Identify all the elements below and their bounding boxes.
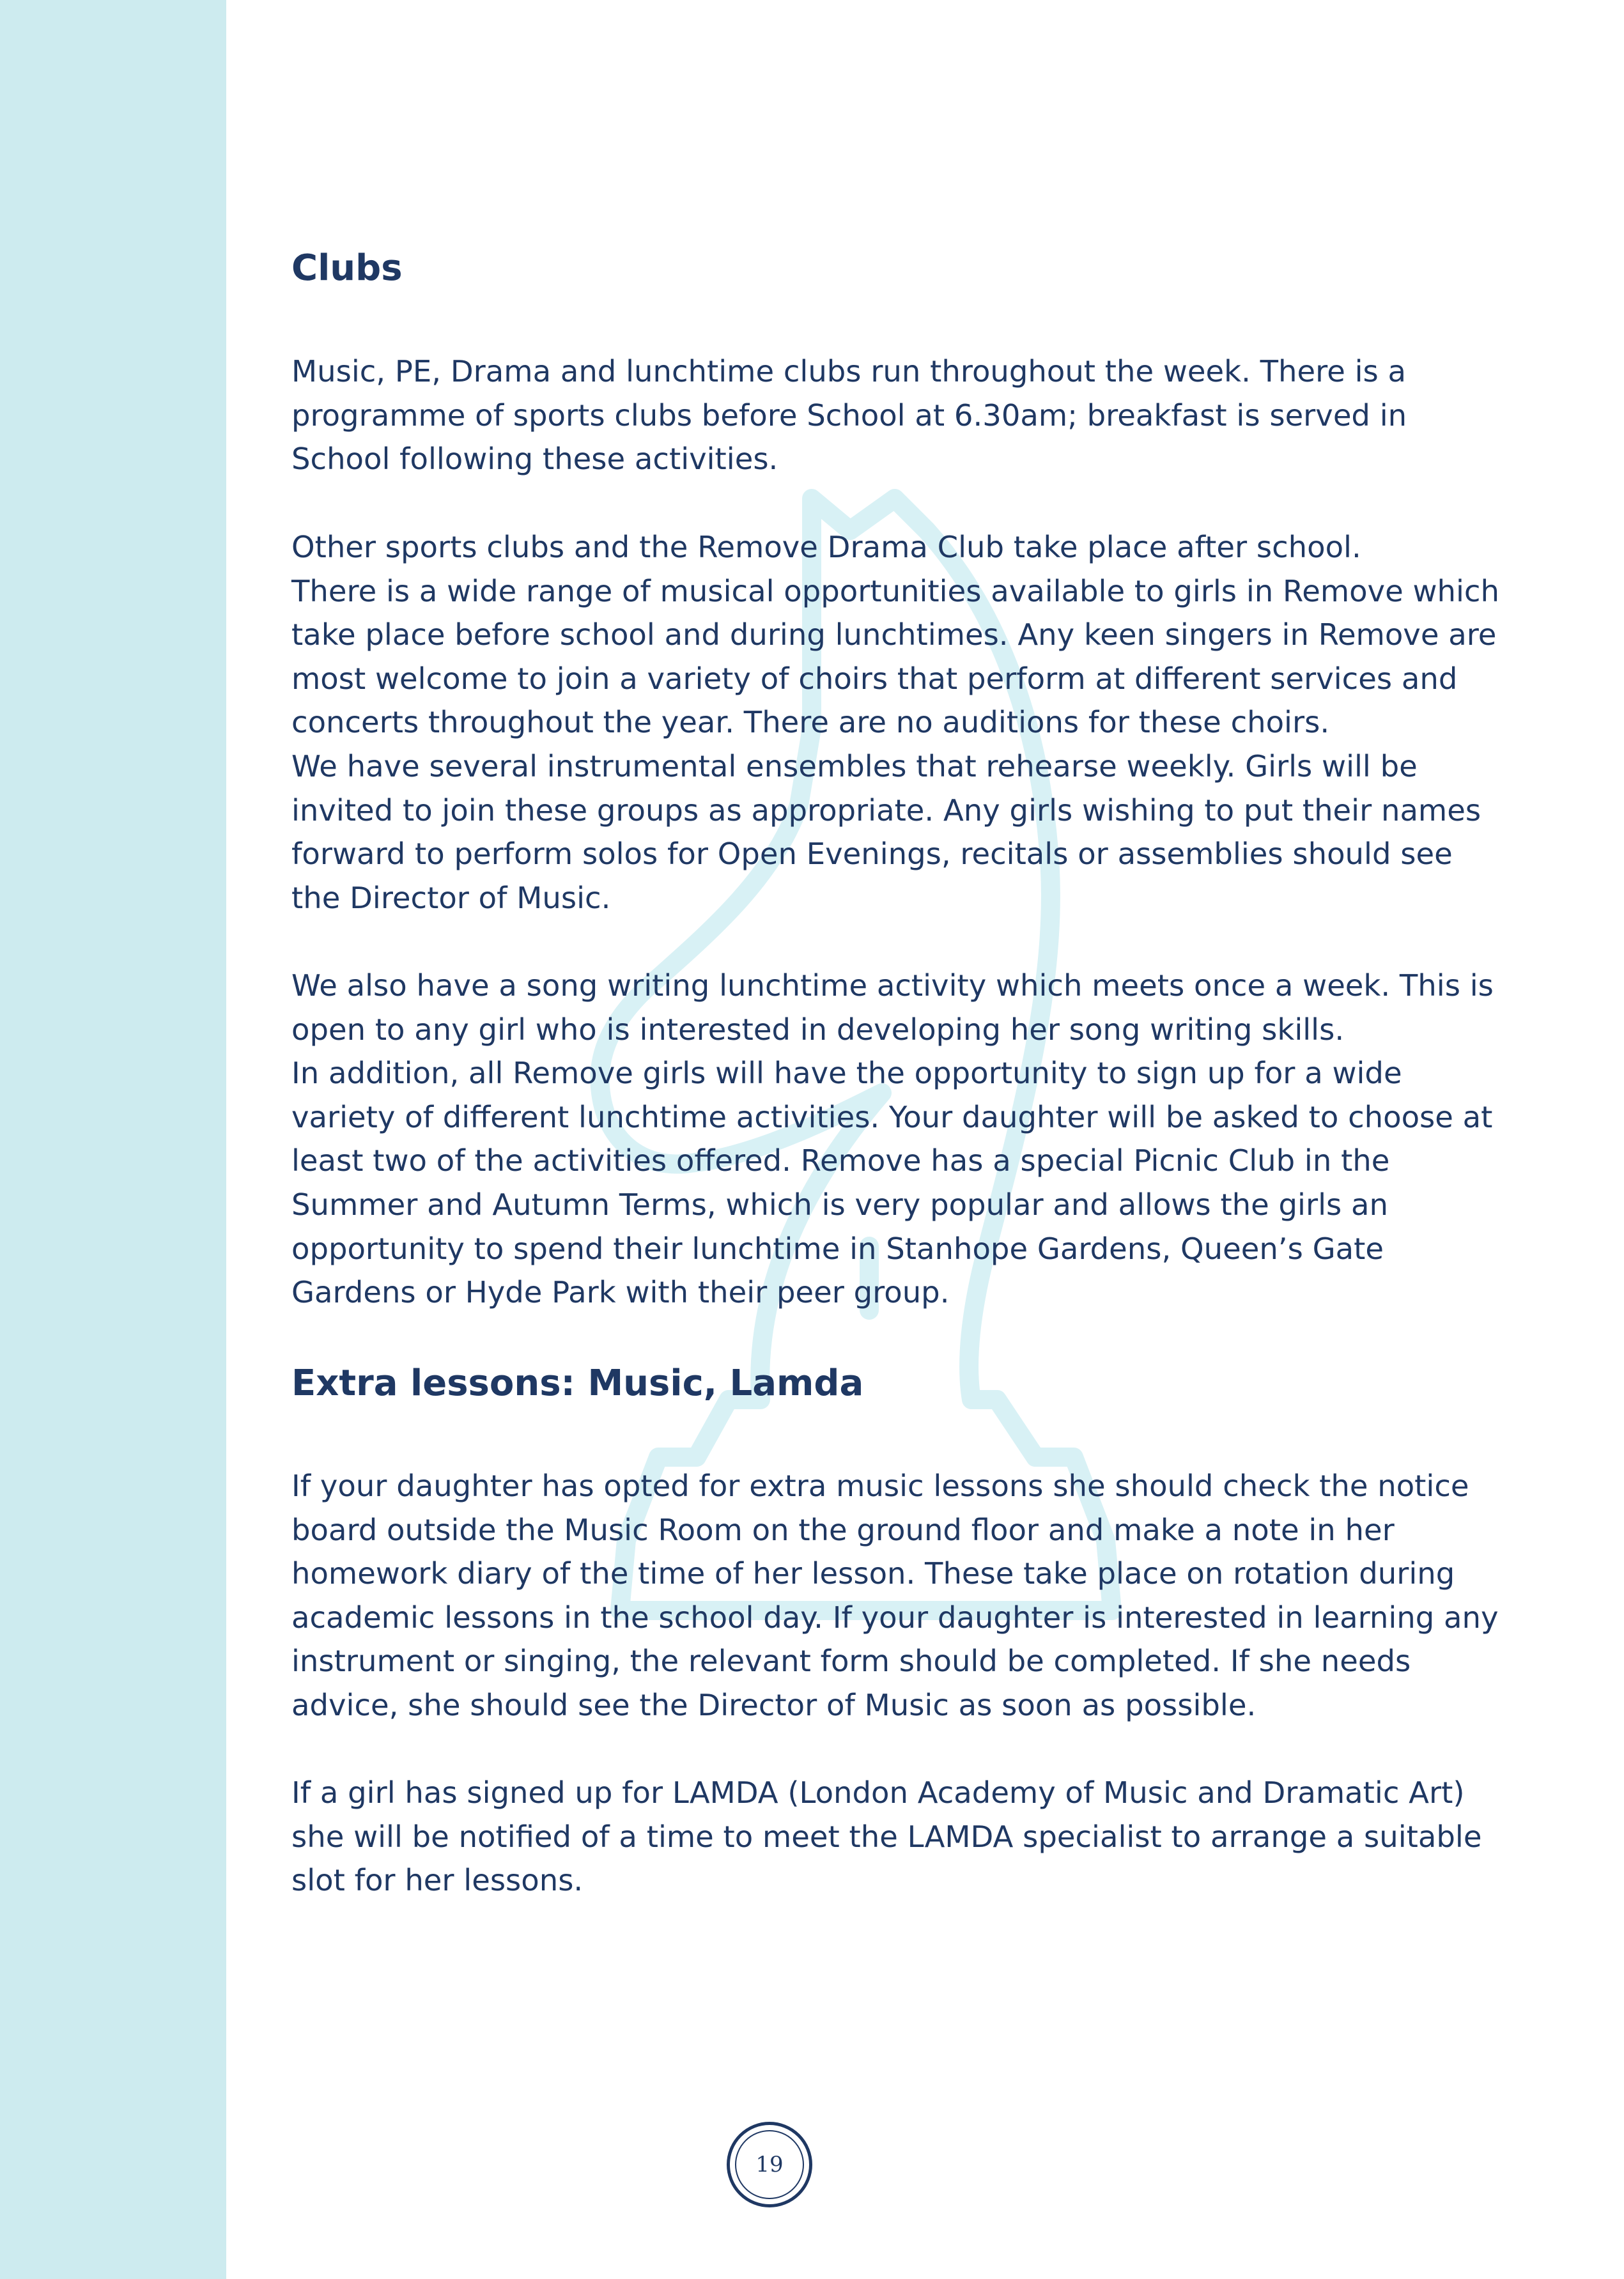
text-line: homework diary of the time of her lesson. These take place on rotation during	[291, 1556, 1455, 1591]
text-line: Music, PE, Drama and lunchtime clubs run throughout the week. There is a	[291, 354, 1407, 389]
text-line: take place before school and during lunchtimes. Any keen singers in Remove are	[291, 617, 1497, 653]
text-line: There is a wide range of musical opportunities available to girls in Remove which	[291, 573, 1499, 608]
text-line: slot for her lessons.	[291, 1863, 584, 1898]
page-number: 19	[735, 2130, 804, 2199]
text-line: board outside the Music Room on the ground floor and make a note in her	[291, 1512, 1395, 1547]
side-band	[0, 0, 226, 2279]
text-line: most welcome to join a variety of choirs that perform at different services and	[291, 661, 1458, 696]
text-line: forward to perform solos for Open Evenings, recitals or assemblies should see	[291, 837, 1453, 872]
text-line: Summer and Autumn Terms, which is very popular and allows the girls an	[291, 1187, 1388, 1222]
paragraph-lamda	[291, 1771, 1481, 1903]
text-line: Other sports clubs and the Remove Drama Club take place after school.	[291, 530, 1361, 564]
text-line: open to any girl who is interested in developing her song writing skills.	[291, 1012, 1345, 1047]
paragraph-music-lessons	[291, 1464, 1499, 1727]
text-line: advice, she should see the Director of Music as soon as possible.	[291, 1687, 1257, 1722]
text-line: invited to join these groups as appropriate. Any girls wishing to put their names	[291, 792, 1481, 828]
text-line: she will be notified of a time to meet the LAMDA specialist to arrange a suitable	[291, 1819, 1482, 1854]
text-line: programme of sports clubs before School at 6.30am; breakfast is served in	[291, 398, 1407, 433]
text-line: the Director of Music.	[291, 880, 611, 915]
heading-extra-lessons: Extra lessons: Music, Lamda	[291, 1363, 864, 1404]
page-number-badge	[727, 2122, 812, 2207]
text-line: Gardens or Hyde Park with their peer group.	[291, 1275, 950, 1310]
text-line: We also have a song writing lunchtime activity which meets once a week. This is	[291, 968, 1494, 1003]
paragraph-clubs-schedule	[291, 350, 1407, 481]
text-line: If a girl has signed up for LAMDA (London Academy of Music and Dramatic Art)	[291, 1775, 1465, 1810]
text-line: least two of the activities offered. Remove has a special Picnic Club in the	[291, 1143, 1390, 1178]
heading-clubs: Clubs	[291, 247, 403, 289]
text-line: opportunity to spend their lunchtime in Stanhope Gardens, Queen’s Gate	[291, 1231, 1384, 1266]
text-line: concerts throughout the year. There are no auditions for these choirs.	[291, 705, 1330, 740]
text-line: We have several instrumental ensembles that rehearse weekly. Girls will be	[291, 748, 1418, 784]
text-line: academic lessons in the school day. If your daughter is interested in learning any	[291, 1600, 1499, 1635]
text-line: If your daughter has opted for extra music lessons she should check the notice	[291, 1469, 1469, 1503]
text-line: School following these activities.	[291, 442, 778, 477]
paragraph-lunchtime-activities	[291, 964, 1494, 1315]
text-line: instrument or singing, the relevant form should be completed. If she needs	[291, 1644, 1411, 1679]
text-line: variety of different lunchtime activities. Your daughter will be asked to choose at	[291, 1099, 1493, 1134]
text-line: In addition, all Remove girls will have the opportunity to sign up for a wide	[291, 1056, 1402, 1091]
paragraph-music-opportunities	[291, 525, 1499, 920]
